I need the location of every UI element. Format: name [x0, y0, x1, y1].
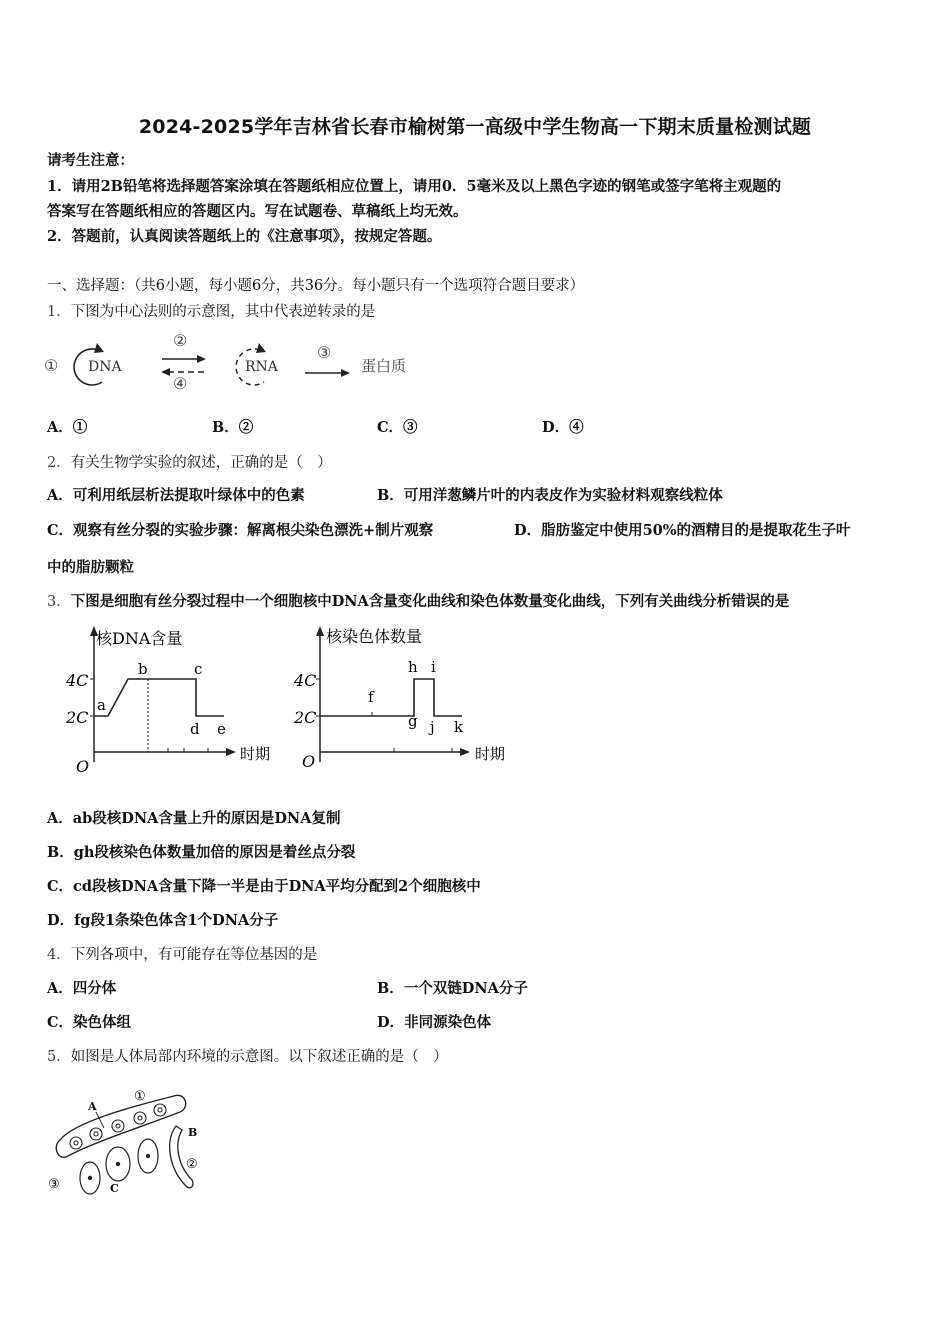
central-dogma-figure — [40, 326, 440, 396]
q2-option-c: C．观察有丝分裂的实验步骤：解离根尖染色漂洗+制片观察 — [47, 522, 434, 539]
label-c: C — [110, 1182, 119, 1195]
tissue-cells — [80, 1139, 158, 1194]
point-a: a — [97, 696, 106, 714]
q1-option-d: D．④ — [542, 419, 584, 436]
label-3: ③ — [48, 1177, 60, 1192]
internal-environment-figure — [44, 1082, 214, 1202]
y-tick-4c: 4C — [294, 671, 317, 690]
question-4 — [47, 946, 317, 964]
arrowhead — [256, 343, 266, 353]
q2-option-a: A．可利用纸层析法提取叶绿体中的色素 — [47, 487, 305, 504]
notice-item-1b: 答案写在答题纸相应的答题区内。写在试题卷、草稿纸上均无效。 — [47, 203, 468, 220]
notice-item-1a: 1．请用2B铅笔将选择题答案涂填在答题纸相应位置上，请用0．5毫米及以上黑色字迹的钢笔或签字笔将主观题的 — [47, 178, 782, 195]
question-3 — [47, 593, 789, 611]
arrowhead — [226, 748, 236, 756]
q2-option-d-cont: 中的脂肪颗粒 — [47, 559, 134, 576]
rna-label: RNA — [245, 359, 278, 375]
q3-option-d: D．fg段1条染色体含1个DNA分子 — [47, 912, 279, 929]
chromosome-count-chart — [294, 622, 534, 782]
y-tick-2c: 2C — [294, 708, 317, 727]
circle-2-label: ② — [173, 331, 188, 350]
label-2: ② — [186, 1157, 198, 1172]
point-g: g — [408, 712, 418, 730]
question-number: 1． — [47, 304, 71, 320]
question-number: 3． — [47, 594, 71, 610]
y-axis-label: 核染色体数量 — [326, 627, 423, 646]
point-c: c — [194, 660, 203, 678]
q4-option-c: C．染色体组 — [47, 1014, 132, 1031]
circle-1-label: ① — [44, 356, 59, 375]
q4-option-b: B．一个双链DNA分子 — [377, 980, 528, 997]
q1-option-c: C．③ — [377, 419, 418, 436]
arrowhead — [197, 355, 206, 363]
question-number: 4． — [47, 947, 71, 963]
q3-option-b: B．gh段核染色体数量加倍的原因是着丝点分裂 — [47, 844, 356, 861]
point-j: j — [430, 718, 435, 736]
arrowhead — [161, 368, 170, 376]
q2-option-b: B．可用洋葱鳞片叶的内表皮作为实验材料观察线粒体 — [377, 487, 723, 504]
arrowhead — [341, 369, 350, 377]
page-title: 2024-2025学年吉林省长春市榆树第一高级中学生物高一下期末质量检测试题 — [138, 116, 812, 138]
point-i: i — [431, 658, 436, 676]
protein-label: 蛋白质 — [361, 357, 407, 375]
dna-label: DNA — [88, 359, 122, 375]
y-tick-2c: 2C — [66, 708, 89, 727]
section-heading: 一、选择题：（共6小题，每小题6分，共36分。每小题只有一个选项符合题目要求） — [47, 278, 585, 294]
question-number: 2． — [47, 455, 71, 471]
q3-option-a: A．ab段核DNA含量上升的原因是DNA复制 — [47, 810, 341, 827]
question-number: 5． — [47, 1049, 71, 1065]
point-e: e — [217, 720, 226, 738]
label-b: B — [188, 1126, 198, 1139]
point-k: k — [454, 718, 464, 736]
x-axis-label: 时期 — [240, 745, 271, 763]
x-axis-label: 时期 — [475, 745, 506, 763]
origin-label: O — [76, 757, 90, 776]
dna-curve — [94, 679, 224, 716]
arrowhead — [460, 748, 470, 756]
question-2 — [47, 454, 332, 472]
label-1: ① — [134, 1089, 146, 1104]
point-f: f — [368, 688, 374, 706]
question-stem: 下列各项中，有可能存在等位基因的是 — [70, 947, 318, 963]
y-axis-label: 核DNA含量 — [96, 629, 183, 648]
question-stem: 如图是人体局部内环境的示意图。以下叙述正确的是（ ） — [70, 1049, 448, 1065]
notice-item-2: 2．答题前，认真阅读答题纸上的《注意事项》，按规定答题。 — [47, 228, 442, 245]
question-stem: 有关生物学实验的叙述，正确的是（ ） — [70, 455, 332, 471]
question-1 — [47, 303, 375, 321]
q2-option-d: D．脂肪鉴定中使用50%的酒精目的是提取花生子叶 — [514, 522, 851, 539]
q4-option-a: A．四分体 — [47, 980, 117, 997]
arrowhead — [94, 343, 104, 353]
circle-3-label: ③ — [317, 343, 332, 362]
chromosome-curve — [320, 679, 462, 716]
q1-option-a: A．① — [47, 419, 88, 436]
q3-option-c: C．cd段核DNA含量下降一半是由于DNA平均分配到2个细胞核中 — [47, 878, 481, 895]
circle-4-label: ④ — [173, 374, 188, 393]
point-h: h — [408, 658, 418, 676]
label-a-line — [96, 1112, 104, 1128]
label-a: A — [88, 1100, 97, 1113]
dna-content-chart — [44, 622, 284, 782]
q1-option-b: B．② — [212, 419, 254, 436]
notice-heading: 请考生注意： — [47, 152, 134, 169]
question-stem: 下图是细胞有丝分裂过程中一个细胞核中DNA含量变化曲线和染色体数量变化曲线，下列有关曲线分析错误的是 — [70, 593, 790, 610]
origin-label: O — [302, 752, 316, 771]
question-stem: 下图为中心法则的示意图，其中代表逆转录的是 — [70, 304, 376, 320]
question-5 — [47, 1048, 448, 1066]
q4-option-d: D．非同源染色体 — [377, 1014, 492, 1031]
point-b: b — [138, 660, 148, 678]
y-tick-4c: 4C — [66, 671, 89, 690]
arrowhead — [316, 626, 324, 636]
point-d: d — [190, 720, 200, 738]
